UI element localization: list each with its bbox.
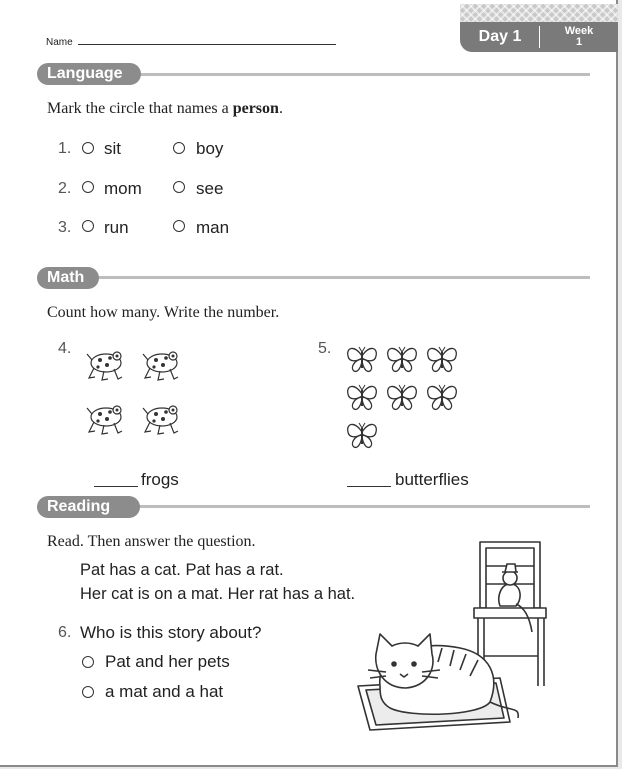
answer-circle-run[interactable] (82, 220, 94, 232)
option-label: see (196, 179, 224, 198)
answer-circle-mom[interactable] (82, 181, 94, 193)
name-label: Name (46, 37, 73, 48)
answer-circle-see[interactable] (173, 181, 185, 193)
butterflies-answer-blank[interactable] (347, 486, 391, 487)
answer-circle-mat[interactable] (82, 686, 94, 698)
cat-and-rat-illustration (350, 536, 550, 736)
name-line[interactable] (78, 44, 336, 45)
answer-circle-man[interactable] (173, 220, 185, 232)
question-number: 1. (58, 140, 72, 157)
butterfly-icon (348, 423, 377, 447)
question-number: 5. (318, 340, 332, 357)
question-number: 3. (58, 219, 72, 236)
week-label (540, 26, 618, 48)
math-rule (90, 276, 590, 279)
answer-circle-boy[interactable] (173, 142, 185, 154)
option-label: Pat and her pets (105, 652, 230, 671)
frogs-group (82, 344, 194, 440)
story-line: Her cat is on a mat. Her rat has a hat. (80, 585, 356, 603)
butterflies-group (346, 344, 466, 454)
option-label: boy (196, 139, 224, 158)
frog-icon (143, 406, 178, 434)
language-instruction (47, 100, 283, 118)
option-label: run (104, 218, 129, 237)
butterfly-icon (388, 385, 417, 409)
butterfly-icon (388, 347, 417, 371)
week-word: Week (564, 25, 594, 37)
option-label: sit (104, 139, 121, 158)
reading-instruction: Read. Then answer the question. (47, 533, 256, 550)
math-instruction: Count how many. Write the number. (47, 304, 280, 321)
story-line: Pat has a cat. Pat has a rat. (80, 561, 284, 579)
butterfly-icon (428, 385, 457, 409)
butterfly-icon (348, 347, 377, 371)
reading-rule (130, 505, 590, 508)
butterflies-label: butterflies (395, 470, 469, 489)
question-number: 6. (58, 624, 72, 641)
week-number: 1 (575, 36, 583, 48)
reading-question: Who is this story about? (80, 623, 262, 642)
frogs-answer-blank[interactable] (94, 486, 138, 487)
day-label: Day 1 (478, 28, 522, 45)
instruction-period: . (278, 100, 283, 117)
instruction-keyword: person (232, 100, 279, 117)
answer-circle-sit[interactable] (82, 142, 94, 154)
option-label: man (196, 218, 230, 237)
butterfly-icon (348, 385, 377, 409)
frog-icon (87, 406, 122, 434)
frog-icon (143, 352, 178, 380)
frog-icon (87, 352, 122, 380)
reading-section-title: Reading (37, 496, 140, 518)
answer-circle-pat[interactable] (82, 656, 94, 668)
instruction-text: Mark the circle that names a (47, 100, 233, 117)
option-label: mom (104, 179, 142, 198)
butterfly-icon (428, 347, 457, 371)
question-number: 2. (58, 180, 72, 197)
day-week-tab (460, 4, 618, 52)
decorative-strip (460, 4, 618, 22)
option-label: a mat and a hat (105, 682, 224, 701)
frogs-label: frogs (141, 470, 179, 489)
language-rule (130, 73, 590, 76)
language-section-title: Language (37, 63, 141, 85)
question-number: 4. (58, 340, 72, 357)
math-section-title: Math (37, 267, 99, 289)
